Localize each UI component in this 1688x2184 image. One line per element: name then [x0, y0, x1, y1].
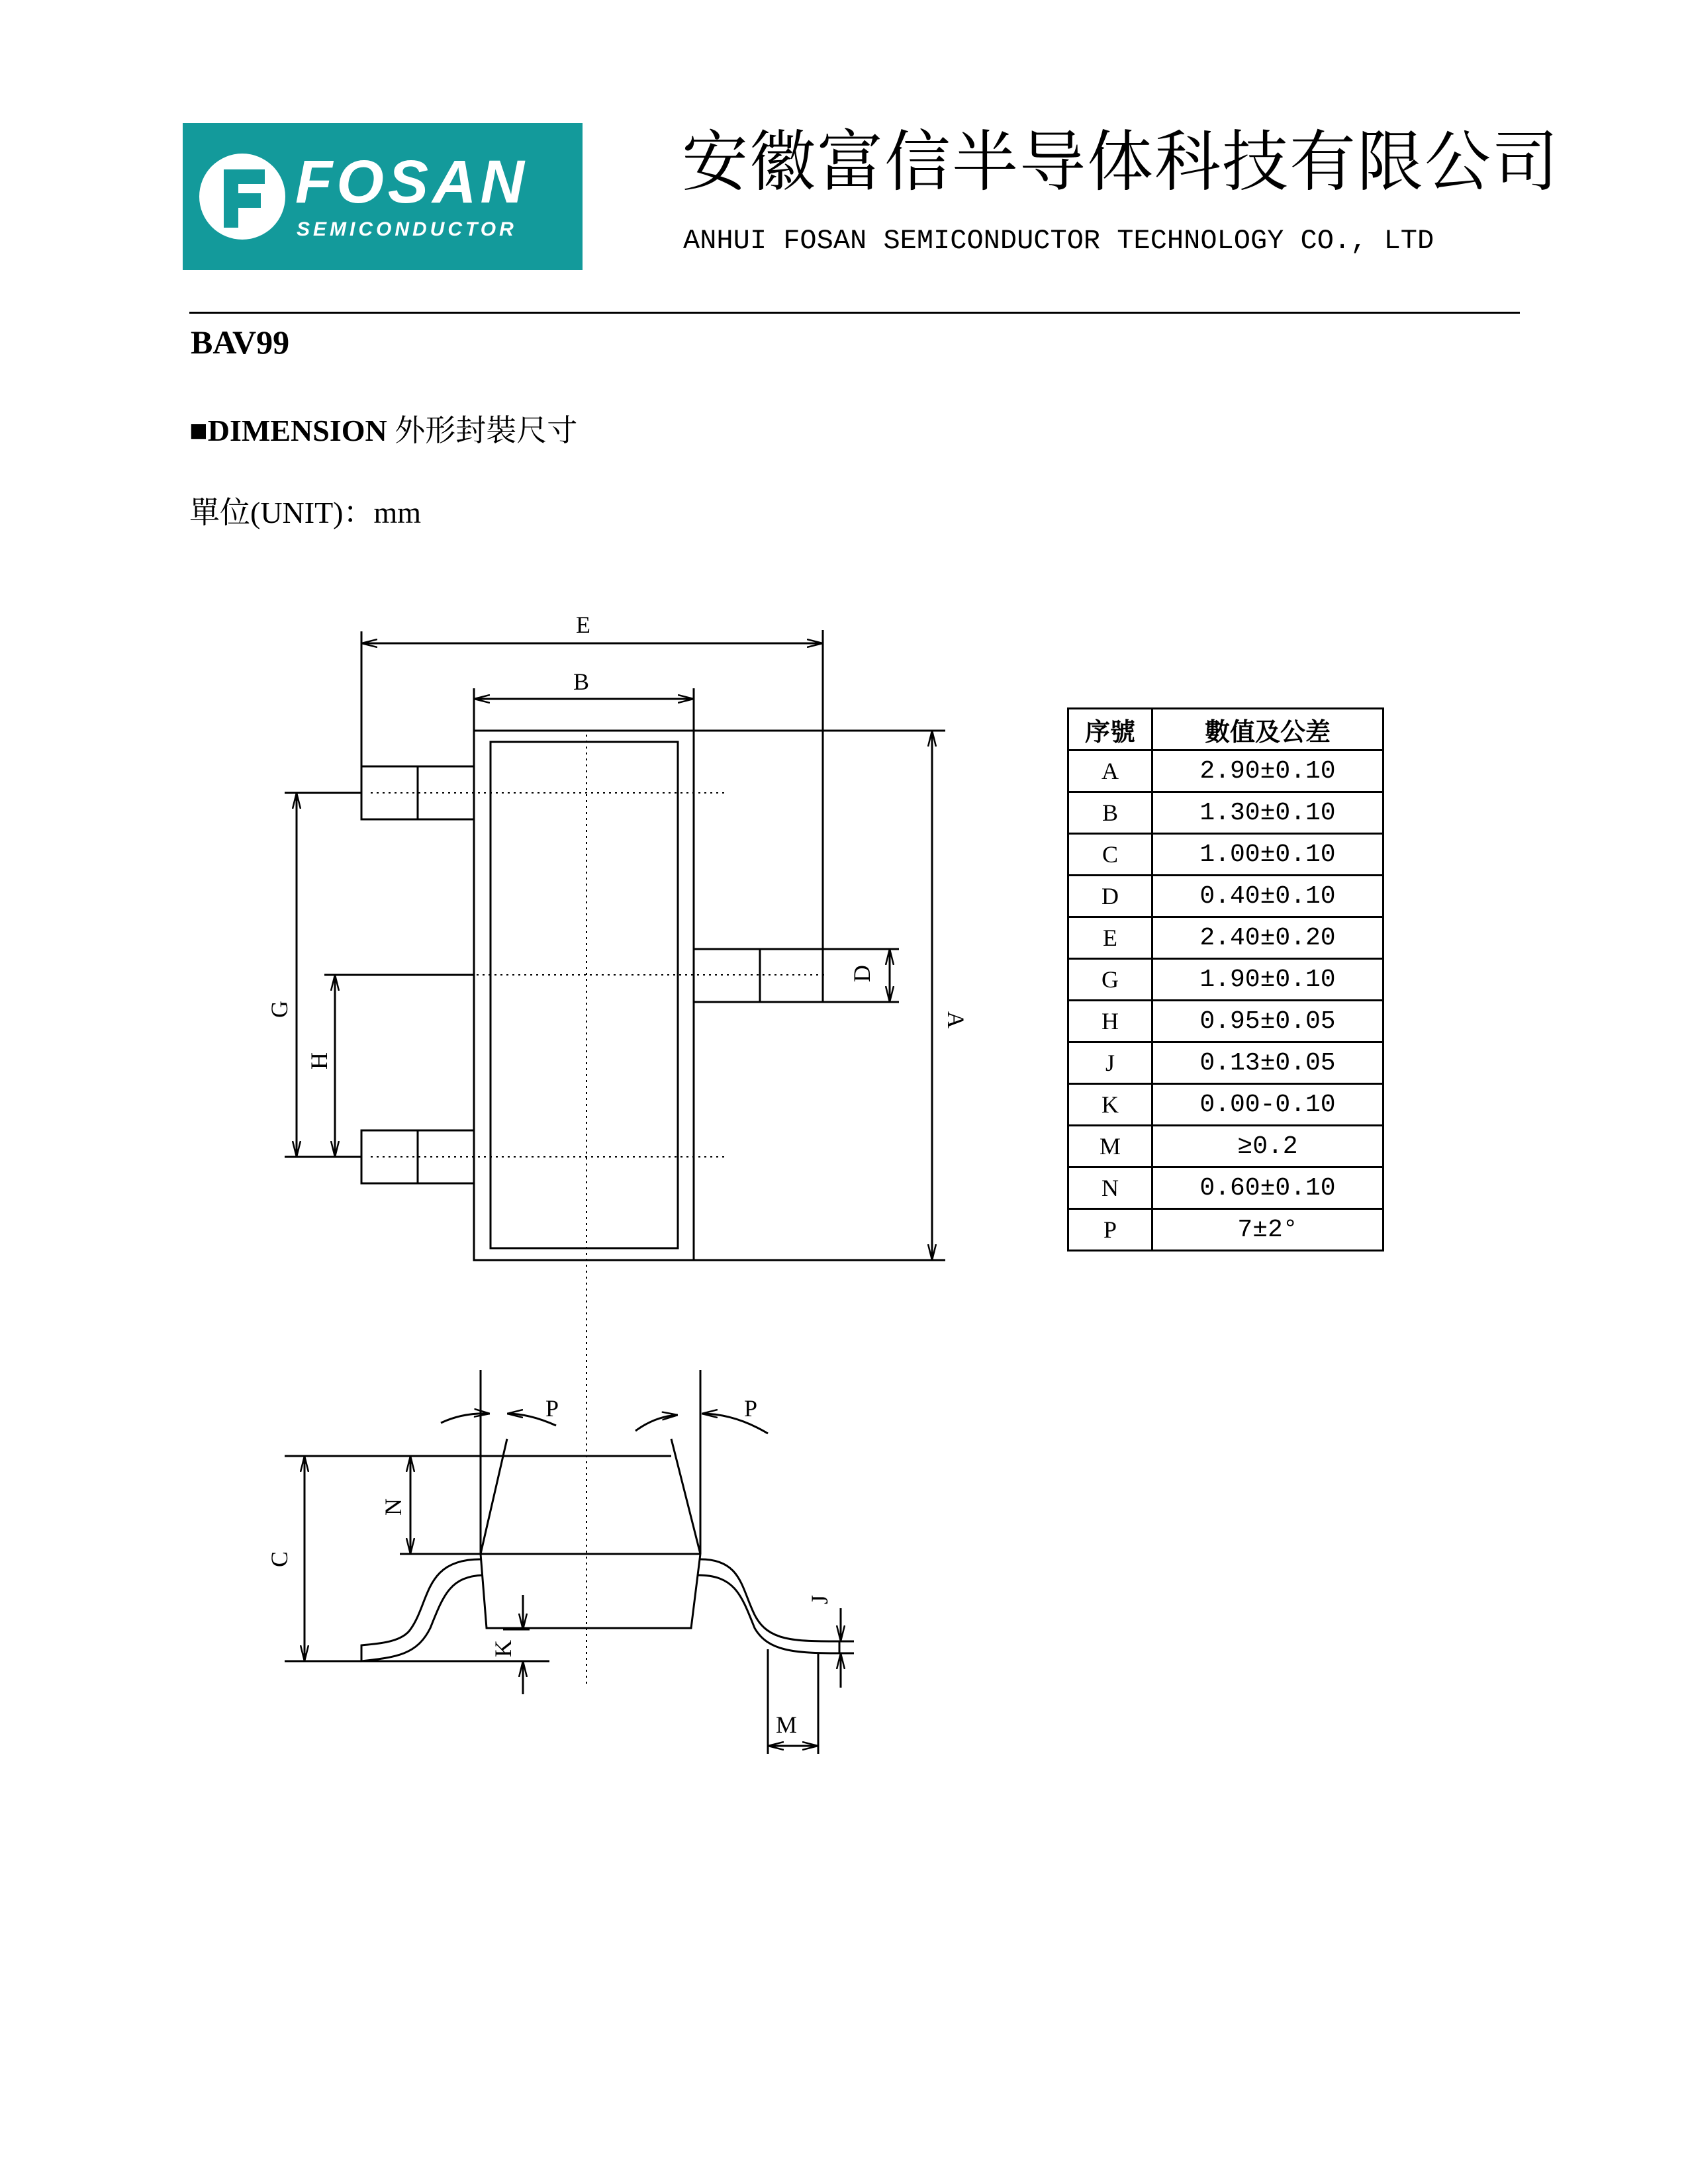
table-row [1068, 1167, 1383, 1209]
section-bullet-icon: ■ [189, 414, 208, 447]
package-body-outline [474, 731, 694, 1260]
table-cell-symbol: N [1068, 1167, 1152, 1209]
label-M: M [776, 1711, 798, 1738]
logo-brand-text: FOSAN [295, 148, 528, 216]
table-cell-value: 0.40±0.10 [1152, 876, 1383, 917]
table-cell-symbol: A [1068, 751, 1152, 792]
table-cell-symbol: H [1068, 1001, 1152, 1042]
table-row [1068, 1126, 1383, 1167]
table-cell-value: ≥0.2 [1152, 1126, 1383, 1167]
logo-sub-text: SEMICONDUCTOR [297, 218, 517, 240]
table-row [1068, 1042, 1383, 1084]
table-cell-value: 0.95±0.05 [1152, 1001, 1383, 1042]
label-D: D [849, 965, 875, 982]
table-cell-symbol: G [1068, 959, 1152, 1001]
table-header-symbol: 序號 [1068, 709, 1152, 751]
table-row [1068, 751, 1383, 792]
table-cell-symbol: K [1068, 1084, 1152, 1126]
section-title-en: DIMENSION [207, 414, 387, 447]
table-cell-value: 1.90±0.10 [1152, 959, 1383, 1001]
table-row [1068, 1001, 1383, 1042]
label-P-right: P [744, 1395, 758, 1422]
table-cell-value: 2.40±0.20 [1152, 917, 1383, 959]
company-name-english: ANHUI FOSAN SEMICONDUCTOR TECHNOLOGY CO., LTD [683, 225, 1434, 257]
table-row [1068, 834, 1383, 876]
table-row [1068, 792, 1383, 834]
section-title-cn: 外形封裝尺寸 [395, 414, 578, 447]
table-cell-symbol: P [1068, 1209, 1152, 1251]
table-row [1068, 959, 1383, 1001]
table-cell-value: 0.00-0.10 [1152, 1084, 1383, 1126]
table-cell-value: 0.60±0.10 [1152, 1167, 1383, 1209]
table-cell-symbol: M [1068, 1126, 1152, 1167]
table-cell-value: 2.90±0.10 [1152, 751, 1383, 792]
part-number: BAV99 [191, 324, 290, 361]
label-J: J [806, 1594, 833, 1604]
table-cell-symbol: J [1068, 1042, 1152, 1084]
table-cell-symbol: B [1068, 792, 1152, 834]
label-B: B [573, 668, 590, 695]
package-body-inner [491, 742, 678, 1248]
dimension-table [1067, 707, 1384, 1251]
table-cell-value: 1.00±0.10 [1152, 834, 1383, 876]
dim-P-right-arc-a [635, 1415, 678, 1431]
label-A: A [943, 1011, 969, 1028]
label-E: E [576, 612, 590, 638]
table-row [1068, 1209, 1383, 1251]
table-cell-value: 1.30±0.10 [1152, 792, 1383, 834]
table-row [1068, 876, 1383, 917]
label-G: G [266, 1001, 293, 1018]
label-P-left: P [545, 1395, 559, 1422]
table-cell-value: 0.13±0.05 [1152, 1042, 1383, 1084]
dim-P-right-arc-b [702, 1414, 768, 1433]
dim-P-left-arc-a [441, 1414, 490, 1423]
label-K: K [490, 1640, 516, 1657]
table-cell-value: 7±2° [1152, 1209, 1383, 1251]
label-N: N [380, 1498, 406, 1516]
label-H: H [306, 1052, 332, 1069]
table-header-row [1068, 709, 1383, 751]
table-row [1068, 917, 1383, 959]
table-cell-symbol: C [1068, 834, 1152, 876]
table-cell-symbol: E [1068, 917, 1152, 959]
table-row [1068, 1084, 1383, 1126]
unit-line: 單位(UNIT)：mm [189, 496, 422, 529]
company-name-chinese: 安徽富信半导体科技有限公司 [682, 126, 1560, 199]
label-C: C [266, 1551, 293, 1567]
table-cell-symbol: D [1068, 876, 1152, 917]
table-header-value: 數值及公差 [1152, 709, 1383, 751]
